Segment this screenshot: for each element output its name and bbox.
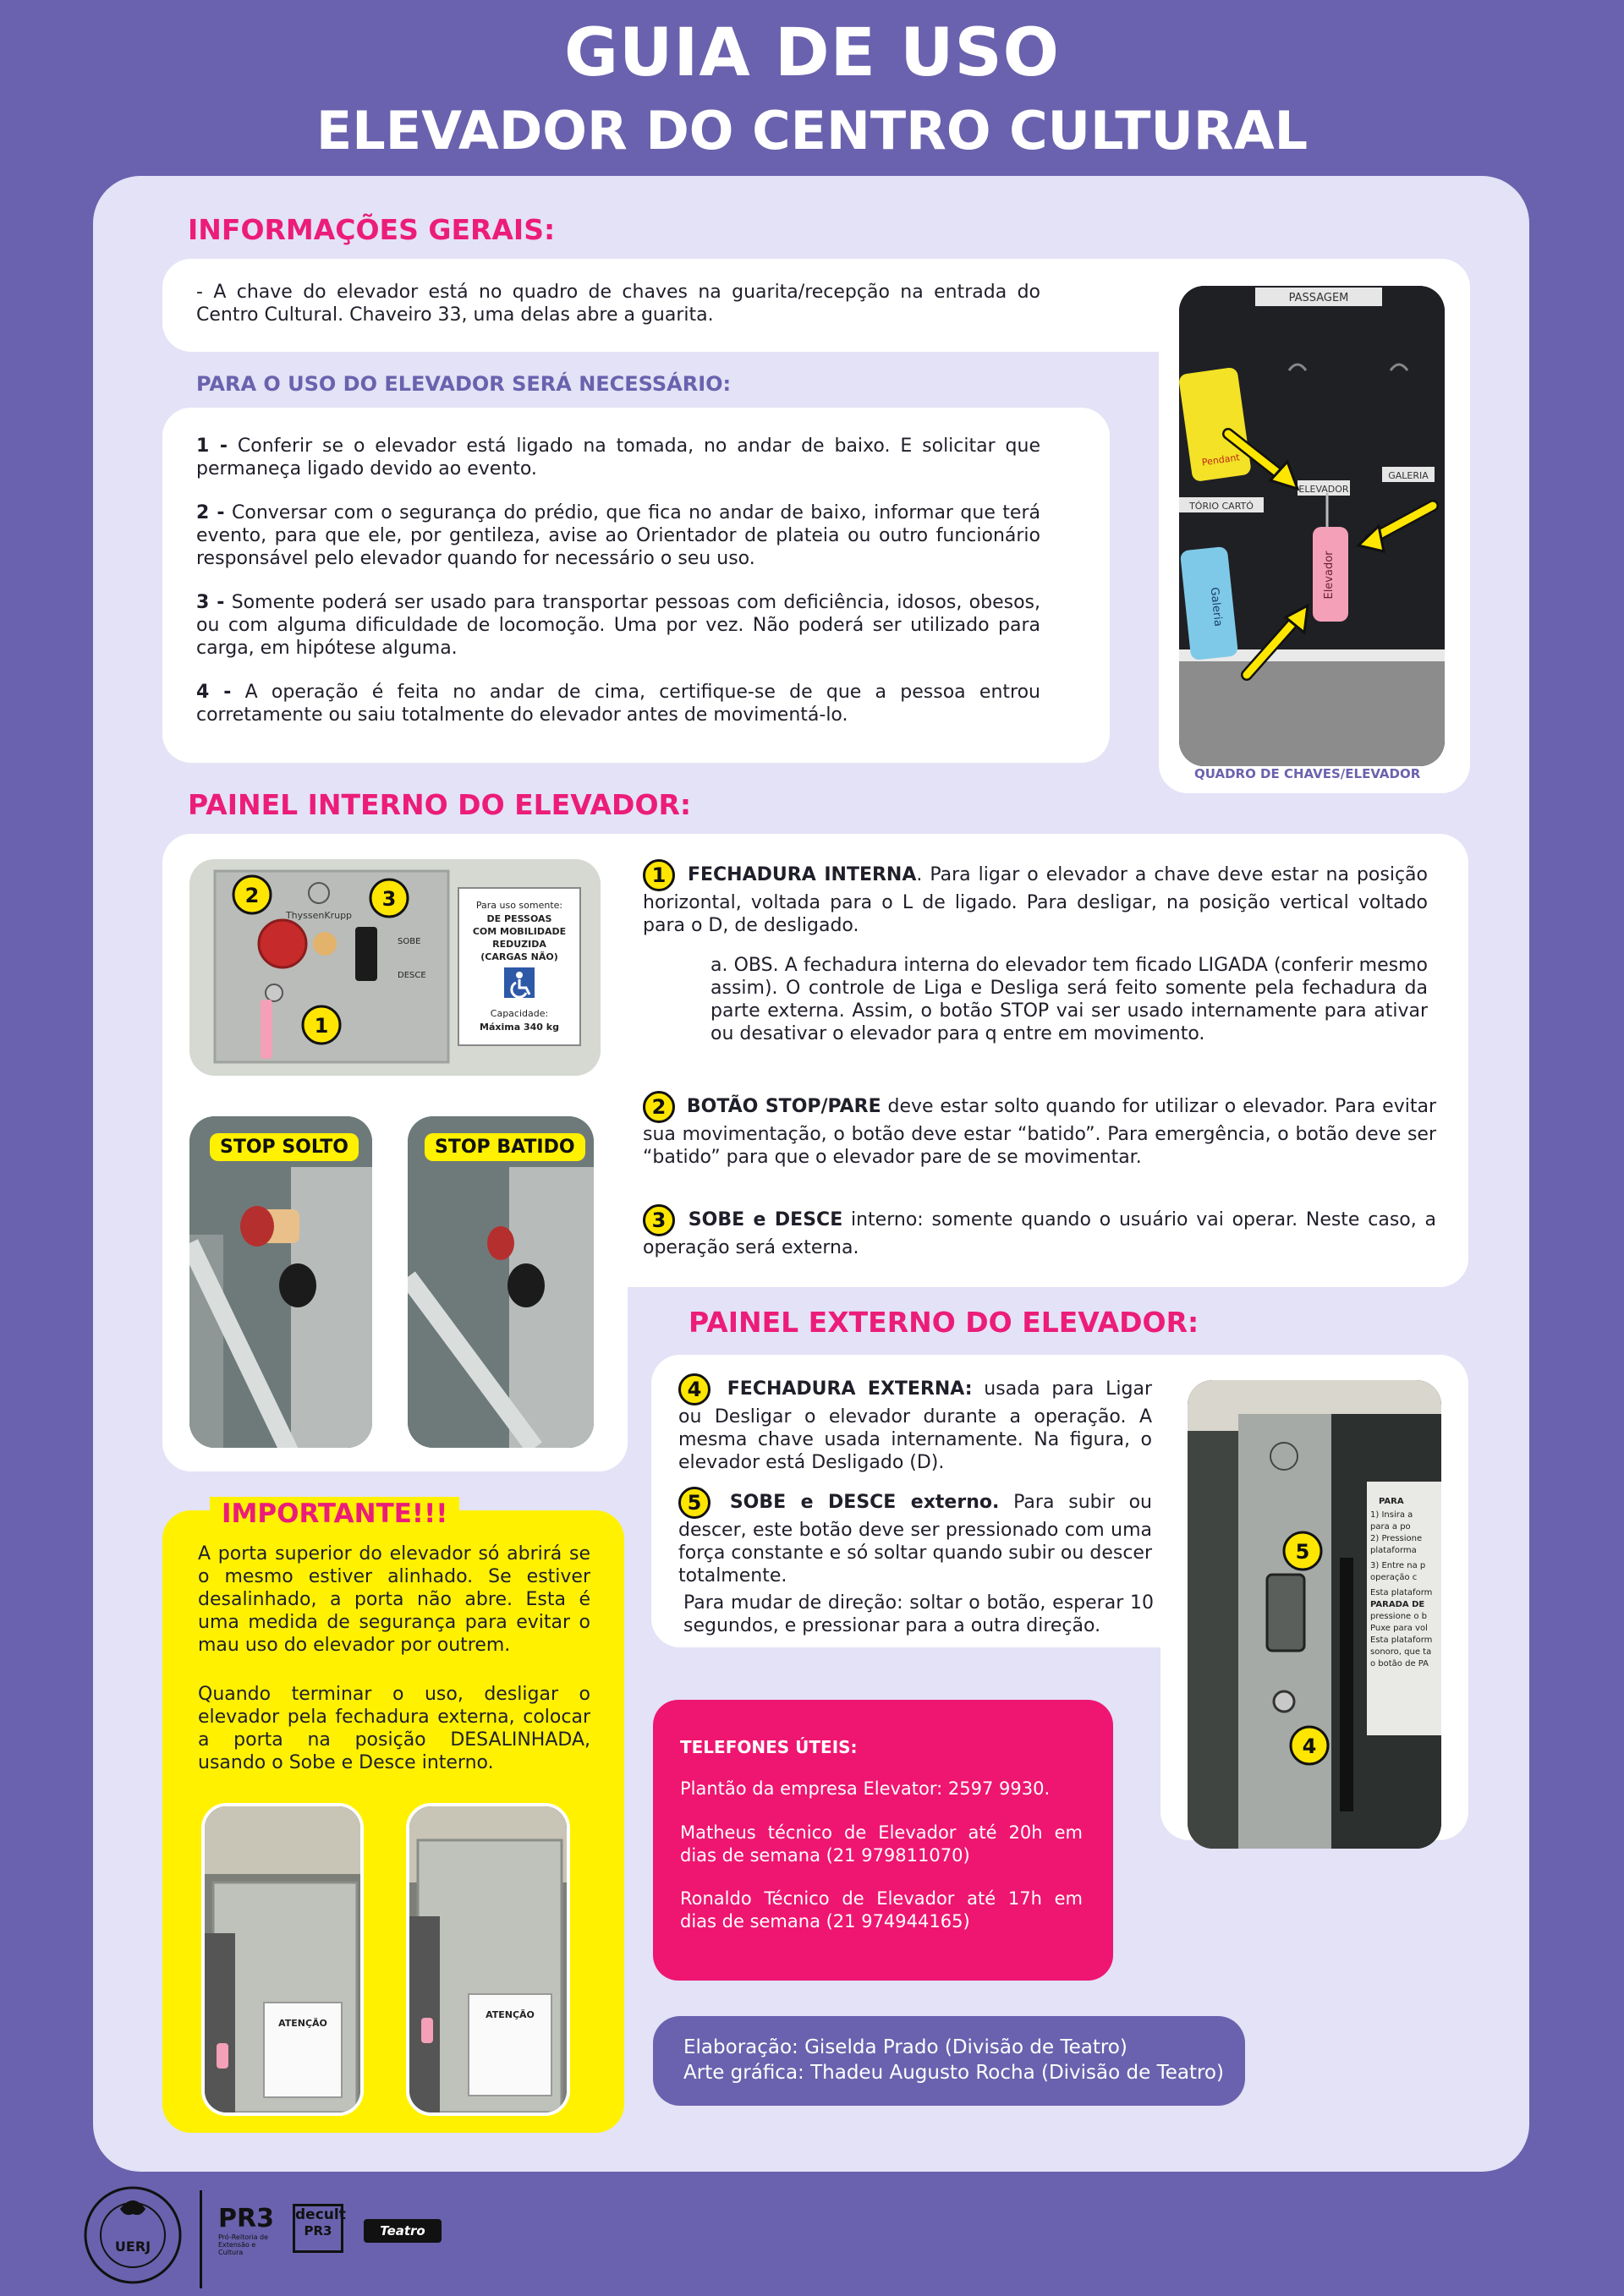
label-top: PASSAGEM: [1288, 292, 1349, 304]
item4-block: [678, 1373, 1152, 1474]
ext-sign-line: plataforma: [1370, 1546, 1417, 1555]
brand-label: ThyssenKrupp: [285, 910, 353, 921]
ext-sign-line: Esta plataform: [1370, 1588, 1433, 1597]
phone-line: Matheus técnico de Elevador até 20h em dias de semana (21 979811070): [680, 1822, 1083, 1866]
sobe-label: SOBE: [398, 937, 421, 946]
phones-title: TELEFONES ÚTEIS:: [680, 1737, 858, 1757]
label-cartorio: TÓRIO CARTÓ: [1189, 501, 1254, 512]
stop-solto-photo: [189, 1116, 372, 1448]
photo-marker-3: 3: [381, 887, 397, 911]
pr3-text: PR3: [218, 2204, 274, 2233]
ext-sign-line: PARA: [1379, 1497, 1404, 1506]
phone-line: Plantão da empresa Elevator: 2597 9930.: [680, 1778, 1051, 1799]
important-title: IMPORTANTE!!!: [210, 1497, 459, 1531]
photo-marker-2: 2: [244, 884, 260, 907]
uerj-logo-mark: [78, 2184, 188, 2287]
sign-capacity-value: Máxima 340 kg: [480, 1022, 559, 1033]
external-panel-photo: [1188, 1380, 1441, 1849]
ext-photo-marker-4: 4: [1302, 1734, 1317, 1758]
ext-sign-line: Puxe para vol: [1370, 1624, 1428, 1633]
uerj-logo: [78, 2184, 188, 2287]
label-galeria: GALERIA: [1388, 470, 1429, 481]
item1-marker: 1: [643, 859, 675, 891]
item2-title: BOTÃO STOP/PARE: [686, 1096, 881, 1117]
ext-sign-line: 1) Insira a: [1370, 1510, 1413, 1520]
sign-line: DE PESSOAS: [486, 913, 552, 924]
credit-line-2: Arte gráfica: Thadeu Augusto Rocha (Divisão de Teatro): [683, 2062, 1224, 2084]
item3-text: interno: somente quando o usuário vai operar. Neste caso, a operação será externa.: [643, 1209, 1436, 1258]
item5-marker: 5: [678, 1487, 710, 1519]
phone-line: Ronaldo Técnico de Elevador até 17h em dias de semana (21 974944165): [680, 1888, 1083, 1932]
requirement-item: 1 - Conferir se o elevador está ligado na tomada, no andar de baixo. E solicitar que permaneça ligado devido ao evento.: [196, 436, 1040, 479]
stop-solto-illustration: [189, 1116, 372, 1448]
requirements-title: PARA O USO DO ELEVADOR SERÁ NECESSÁRIO:: [196, 372, 732, 396]
requirement-item: 4 - A operação é feita no andar de cima, certifique-se de que a pessoa entrou corretamente ou saiu totalmente do elevador antes de movimentá-lo.: [196, 682, 1040, 726]
door-illustration-1: [205, 1806, 360, 2112]
important-p2: Quando terminar o uso, desligar o elevador pela fechadura externa, colocar a porta na posição DESALINHADA, usando o Sobe e Desce interno.: [198, 1684, 590, 1773]
sign-line: (CARGAS NÃO): [480, 951, 558, 962]
section-title-internal: PAINEL INTERNO DO ELEVADOR:: [188, 788, 692, 821]
requirements-list: [196, 435, 1040, 726]
item2-block: [643, 1091, 1436, 1169]
door-sign-1: ATENÇÃO: [278, 2018, 327, 2029]
item2-marker: 2: [643, 1091, 675, 1123]
ext-sign-line: sonoro, que ta: [1370, 1647, 1432, 1657]
item1-text: . Para ligar o elevador a chave deve estar na posição horizontal, voltada para o L de ligado. Para desligar, na posição vertical voltado para o D, de desligado.: [643, 864, 1428, 936]
stop-solto-label: STOP SOLTO: [210, 1133, 359, 1161]
credits-box: [653, 2016, 1245, 2106]
page-title: GUIA DE USO: [564, 15, 1060, 91]
uerj-text: UERJ: [114, 2238, 151, 2255]
section-title-info: INFORMAÇÕES GERAIS:: [188, 213, 556, 246]
item3-marker: 3: [643, 1204, 675, 1236]
item5-block: [678, 1487, 1152, 1587]
label-elevador: ELEVADOR: [1298, 484, 1349, 495]
pr3-logo: [218, 2204, 274, 2256]
section-title-external: PAINEL EXTERNO DO ELEVADOR:: [689, 1306, 1199, 1339]
teatro-logo: Teatro: [364, 2219, 442, 2243]
stop-batido-photo: [408, 1116, 594, 1448]
sign-capacity: Capacidade:: [490, 1008, 549, 1019]
key-board-caption: QUADRO DE CHAVES/ELEVADOR: [1194, 766, 1421, 781]
tag-blue: Galeria: [1207, 586, 1225, 627]
important-p1: A porta superior do elevador só abrirá se o mesmo estiver alinhado. Se estiver desalinhado, a porta não abre. Esta é uma medida de segurança para evitar o mau uso do elevador por outrem.: [198, 1543, 590, 1656]
item1-block: [643, 859, 1428, 937]
ext-photo-marker-5: 5: [1295, 1540, 1310, 1564]
tag-pink: Elevador: [1323, 551, 1336, 600]
pr3-subtext: Pró-Reitoria de Extensão e Cultura: [218, 2233, 269, 2256]
info-text: - A chave do elevador está no quadro de chaves na guarita/recepção na entrada do Centro Cultural. Chaveiro 33, uma delas abre a guarita.: [196, 282, 1040, 326]
item1-title: FECHADURA INTERNA: [687, 864, 917, 885]
footer-divider: [200, 2190, 202, 2288]
item5-title: SOBE e DESCE externo.: [729, 1492, 1000, 1513]
ext-sign-line: 3) Entre na p: [1370, 1561, 1426, 1570]
ext-sign-line: Esta plataform: [1370, 1636, 1433, 1645]
page-subtitle: ELEVADOR DO CENTRO CULTURAL: [315, 100, 1309, 162]
desce-label: DESCE: [398, 971, 426, 980]
credit-line-1: Elaboração: Giselda Prado (Divisão de Teatro): [683, 2036, 1127, 2058]
item5-extra: Para mudar de direção: soltar o botão, esperar 10 segundos, e pressionar para a outra direção.: [683, 1592, 1154, 1636]
item3-title: SOBE e DESCE: [688, 1209, 843, 1230]
item4-marker: 4: [678, 1373, 710, 1406]
item2-text: deve estar solto quando for utilizar o elevador. Para evitar sua movimentação, o botão deve estar “batido”. Para emergência, o botão deve ser “batido” para que o elevador pare de se movimentar.: [643, 1096, 1436, 1168]
door-photo-1: [201, 1803, 364, 2116]
door-sign-2: ATENÇÃO: [486, 2009, 535, 2020]
sign-line: COM MOBILIDADE: [472, 926, 567, 937]
tag-yellow: Pendant: [1201, 452, 1241, 469]
sign-line: REDUZIDA: [492, 939, 546, 950]
door-photo-2: [406, 1803, 570, 2116]
requirement-item: 3 - Somente poderá ser usado para transportar pessoas com deficiência, idosos, obesos, ou com alguma dificuldade de locomoção. Uma por vez. Não poderá ser utilizado para carga, em hipótese alguma.: [196, 592, 1040, 659]
ext-sign-line: 2) Pressione: [1370, 1534, 1423, 1543]
requirement-item: 2 - Conversar com o segurança do prédio, que fica no andar de baixo, informar que terá evento, para que ele, por gentileza, avise ao Orientador de plateia ou outro funcionário responsável pelo elevador quando for necessário o seu uso.: [196, 502, 1040, 569]
internal-panel-photo: [189, 859, 601, 1076]
item1-obs: a. OBS. A fechadura interna do elevador tem ficado LIGADA (conferir mesmo assim). O controle de Liga e Desliga será feito somente pela fechadura da parte externa. Assim, o botão STOP vai ser usado internamente para ativar ou desativar o elevador para q entre em movimento.: [710, 955, 1428, 1044]
item4-title: FECHADURA EXTERNA:: [727, 1378, 973, 1400]
photo-marker-1: 1: [314, 1014, 329, 1038]
ext-sign-line: operação c: [1370, 1573, 1418, 1582]
door-illustration-2: [409, 1806, 567, 2112]
stop-batido-label: STOP BATIDO: [425, 1133, 585, 1161]
item5-text: Para subir ou descer, este botão deve ser pressionado com uma força constante e só soltar quando subir ou descer totalmente.: [678, 1492, 1152, 1586]
item3-block: [643, 1204, 1436, 1259]
stop-batido-illustration: [408, 1116, 594, 1448]
decult-logo: [293, 2204, 346, 2253]
sign-line: Para uso somente:: [475, 900, 563, 911]
ext-sign-line: o botão de PA: [1370, 1659, 1429, 1669]
external-panel-illustration: [1188, 1380, 1441, 1849]
ext-sign-line: PARADA DE: [1370, 1600, 1425, 1609]
decult-text: decult: [295, 2206, 346, 2223]
decult-subtext: PR3: [304, 2223, 332, 2238]
ext-sign-line: pressione o b: [1370, 1612, 1428, 1621]
item4-text: usada para Ligar ou Desligar o elevador durante a operação. A mesma chave usada internamente. Na figura, o elevador está Desligado (D).: [678, 1378, 1152, 1473]
ext-sign-line: para a po: [1370, 1522, 1411, 1532]
key-board-photo: [1179, 286, 1445, 766]
internal-panel-illustration: [189, 859, 601, 1076]
key-board-illustration: [1179, 286, 1445, 766]
